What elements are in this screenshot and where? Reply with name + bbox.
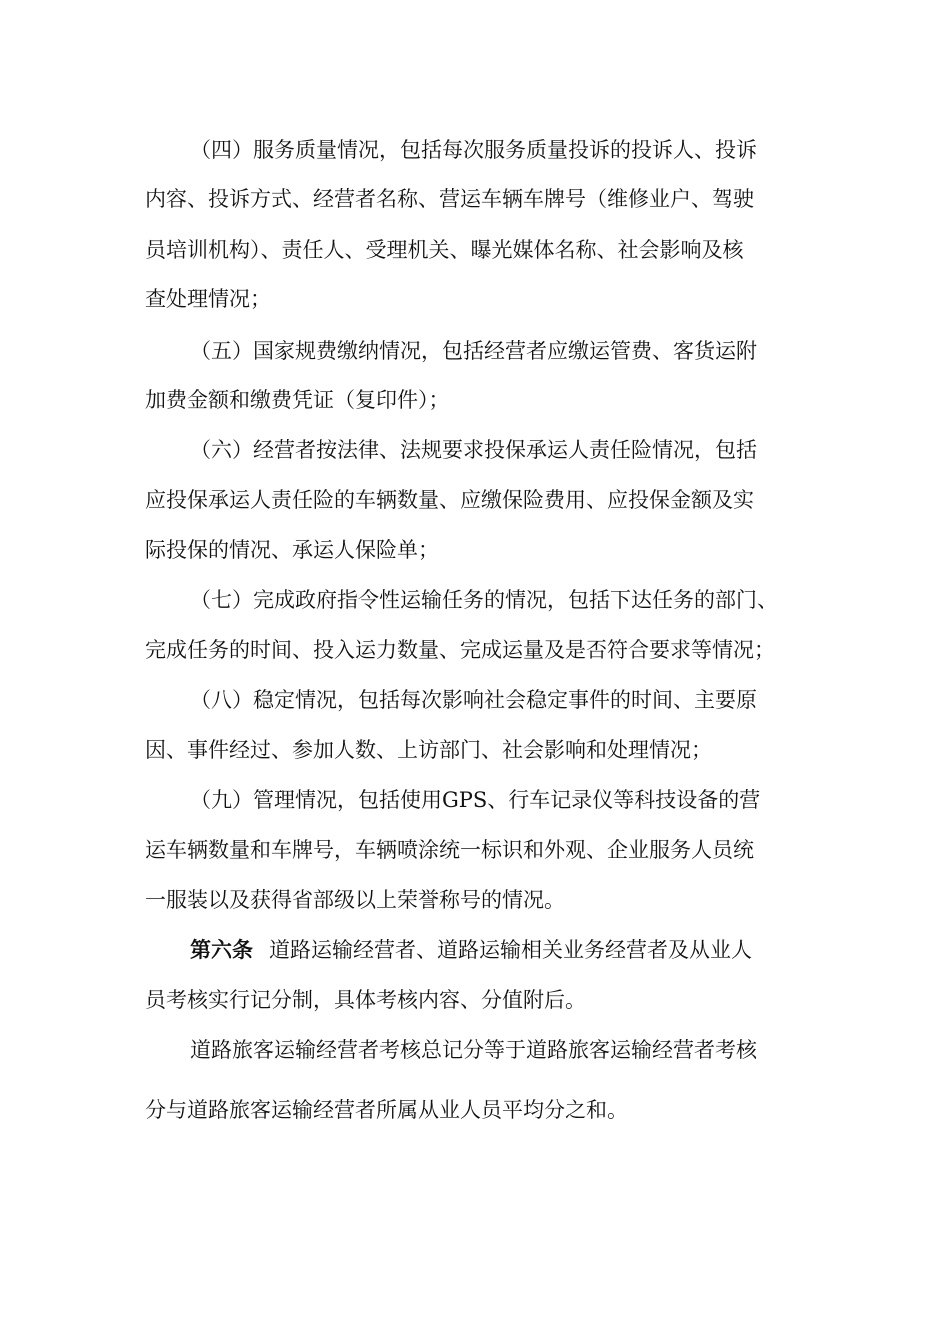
paragraph-8-line-1: （八）稳定情况，包括每次影响社会稳定事件的时间、主要原 bbox=[190, 688, 757, 712]
article-text: 道路运输经营者、道路运输相关业务经营者及从业人 bbox=[269, 938, 752, 962]
paragraph-5-line-2: 加费金额和缴费凭证（复印件）； bbox=[145, 388, 450, 412]
article-6-line-1 bbox=[190, 936, 752, 964]
paragraph-9-line-3: 一服装以及获得省部级以上荣誉称号的情况。 bbox=[145, 888, 565, 912]
article-label: 第六条 bbox=[190, 937, 253, 962]
final-paragraph-line-1: 道路旅客运输经营者考核总记分等于道路旅客运输经营者考核 bbox=[190, 1038, 757, 1062]
paragraph-4-line-1: （四）服务质量情况，包括每次服务质量投诉的投诉人、投诉 bbox=[190, 138, 757, 162]
paragraph-9-line-1: （九）管理情况，包括使用GPS、行车记录仪等科技设备的营 bbox=[190, 788, 761, 812]
final-paragraph-line-2: 分与道路旅客运输经营者所属从业人员平均分之和。 bbox=[145, 1098, 628, 1122]
paragraph-8-line-2: 因、事件经过、参加人数、上访部门、社会影响和处理情况； bbox=[145, 738, 712, 762]
paragraph-6-line-1: （六）经营者按法律、法规要求投保承运人责任险情况，包括 bbox=[190, 438, 757, 462]
paragraph-4-line-4: 查处理情况； bbox=[145, 287, 271, 311]
paragraph-9-line-2: 运车辆数量和车牌号，车辆喷涂统一标识和外观、企业服务人员统 bbox=[145, 838, 754, 862]
paragraph-7-line-1: （七）完成政府指令性运输任务的情况，包括下达任务的部门、 bbox=[190, 588, 778, 612]
paragraph-6-line-2: 应投保承运人责任险的车辆数量、应缴保险费用、应投保金额及实 bbox=[145, 488, 754, 512]
paragraph-6-line-3: 际投保的情况、承运人保险单； bbox=[145, 538, 439, 562]
article-6-line-2: 员考核实行记分制，具体考核内容、分值附后。 bbox=[145, 988, 586, 1012]
paragraph-4-line-2: 内容、投诉方式、经营者名称、营运车辆车牌号（维修业户、驾驶 bbox=[145, 187, 754, 211]
paragraph-4-line-3: 员培训机构）、责任人、受理机关、曝光媒体名称、社会影响及核 bbox=[145, 238, 744, 262]
paragraph-5-line-1: （五）国家规费缴纳情况，包括经营者应缴运管费、客货运附 bbox=[190, 339, 757, 363]
paragraph-7-line-2: 完成任务的时间、投入运力数量、完成运量及是否符合要求等情况； bbox=[145, 638, 775, 662]
